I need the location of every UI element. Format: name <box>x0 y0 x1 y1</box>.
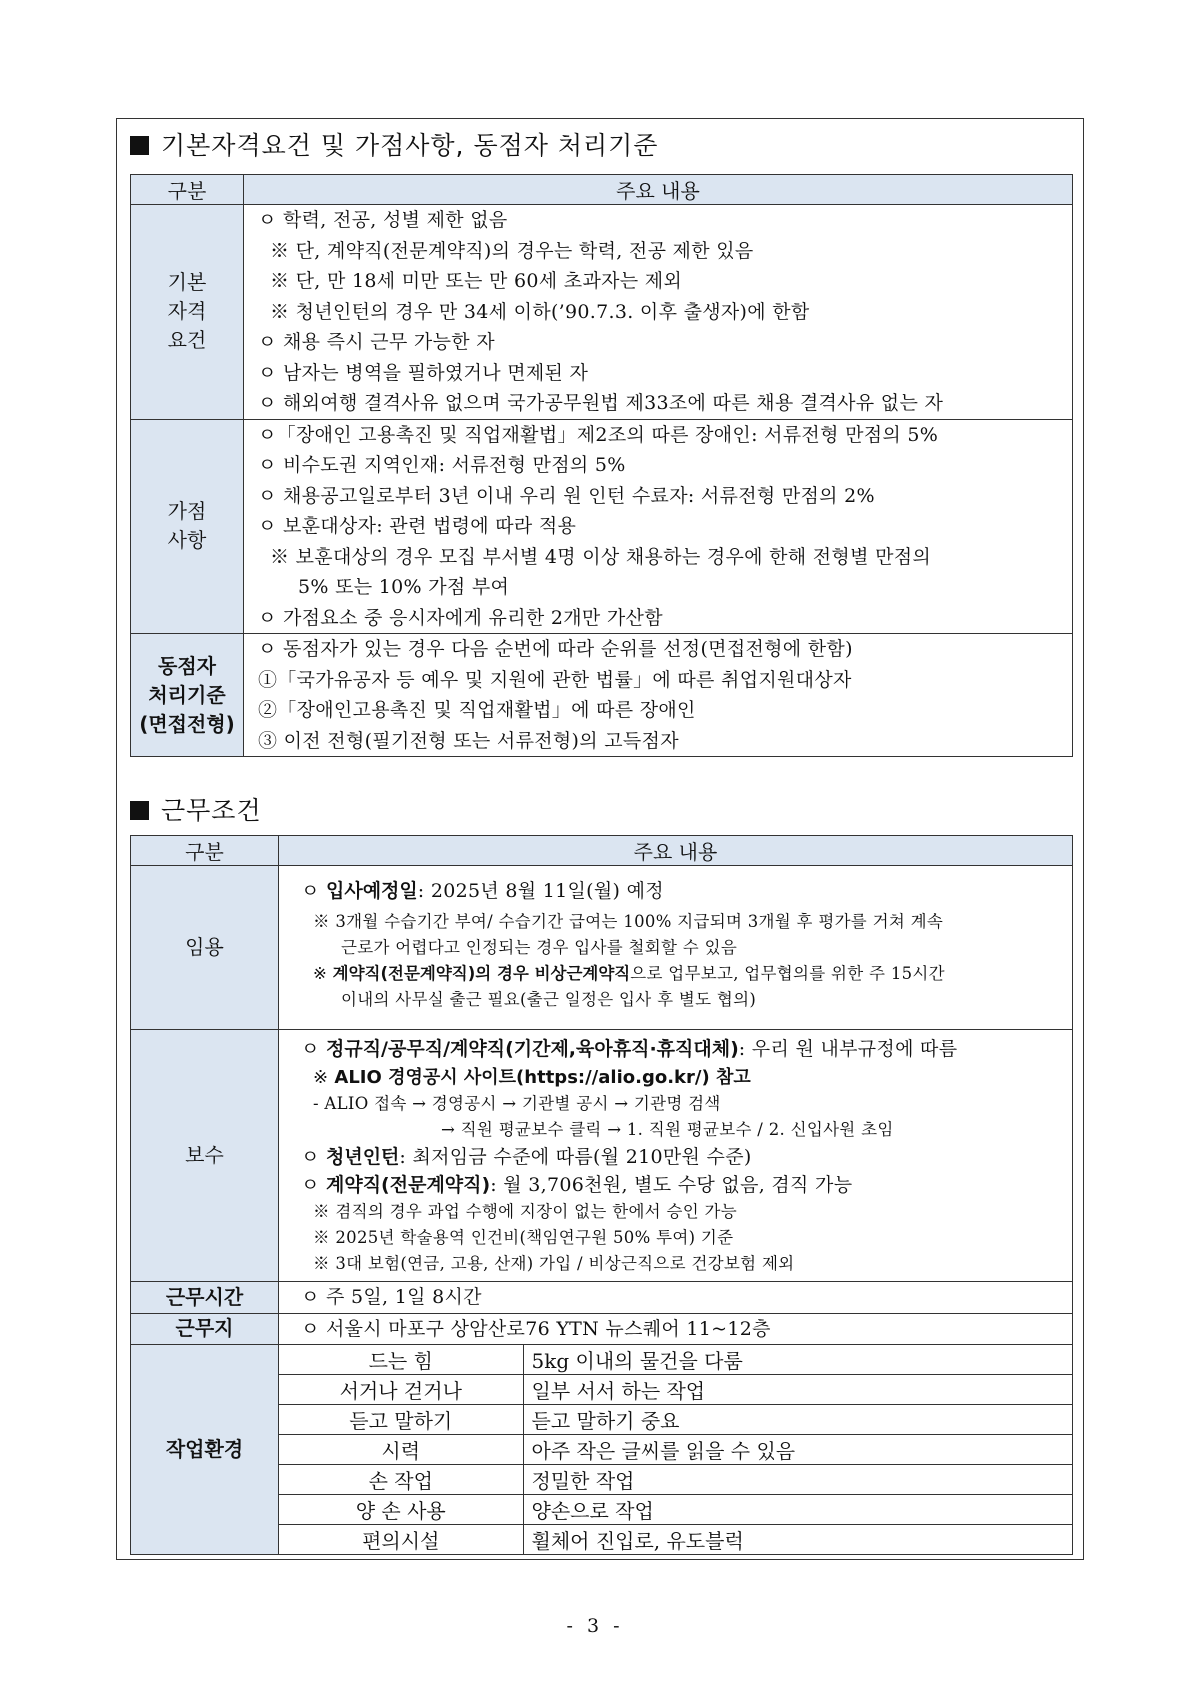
list-item: ㅇ 동점자가 있는 경우 다음 순번에 따라 순위를 선정(면접전형에 한함) <box>258 638 853 660</box>
table-row <box>131 205 1073 420</box>
qualifications-table <box>130 174 1073 757</box>
list-item: ㅇ 가점요소 중 응시자에게 유리한 2개만 가산함 <box>258 606 663 629</box>
row-category: 근무시간 <box>131 1282 279 1314</box>
list-item: ㅇ「장애인 고용촉진 및 직업재활법」제2조의 따른 장애인: 서류전형 만점의 5% <box>258 423 939 446</box>
table-row: 시력 아주 작은 글씨를 읽을 수 있음 <box>279 1435 1073 1465</box>
page-number: - 3 - <box>566 1615 624 1637</box>
row-content <box>279 1313 1073 1345</box>
row-content <box>244 634 1073 757</box>
list-item: ㅇ 비수도권 지역인재: 서류전형 만점의 5% <box>258 454 626 476</box>
list-item: ※ 단, 계약직(전문계약직)의 경우는 학력, 전공 제한 있음 <box>270 239 754 262</box>
table-row: 손 작업 정밀한 작업 <box>279 1465 1073 1495</box>
square-bullet-icon <box>130 136 149 155</box>
table-row: 양 손 사용 양손으로 작업 <box>279 1495 1073 1525</box>
list-item: ㅇ 서울시 마포구 상암산로76 YTN 뉴스퀘어 11~12층 <box>301 1317 771 1340</box>
row-category: 임용 <box>131 866 279 1030</box>
table-header-row <box>131 175 1073 205</box>
section-title-qualifications <box>130 126 658 162</box>
list-item: ※ 3대 보험(연금, 고용, 산재) 가입 / 비상근직으로 건강보험 제외 <box>313 1253 795 1273</box>
list-item: ㅇ 보훈대상자: 관련 법령에 따라 적용 <box>258 515 577 537</box>
header-category: 구분 <box>131 836 279 866</box>
list-item: 근로가 어렵다고 인정되는 경우 입사를 철회할 수 있음 <box>341 937 738 957</box>
list-item: ※ 단, 만 18세 미만 또는 만 60세 초과자는 제외 <box>270 270 683 292</box>
table-row-environment <box>131 1345 1073 1555</box>
list-item: → 직원 평균보수 클릭 → 1. 직원 평균보수 / 2. 신입사원 초임 <box>441 1119 894 1139</box>
row-content <box>279 866 1073 1030</box>
list-item: ※ 계약직(전문계약직)의 경우 비상근계약직으로 업무보고, 업무협의를 위한 주 15시간 <box>313 963 945 983</box>
table-row: 서거나 걷거나 일부 서서 하는 작업 <box>279 1375 1073 1405</box>
list-item: ㅇ 입사예정일: 2025년 8월 11일(월) 예정 <box>301 880 664 902</box>
section-title-conditions <box>130 791 262 827</box>
row-content <box>244 205 1073 420</box>
row-category: 가점 사항 <box>131 419 244 634</box>
conditions-table <box>130 835 1073 1555</box>
row-content <box>279 1282 1073 1314</box>
row-category: 기본 자격 요건 <box>131 205 244 420</box>
table-row: 편의시설 휠체어 진입로, 유도블럭 <box>279 1525 1073 1555</box>
list-item: ※ 겸직의 경우 과업 수행에 지장이 없는 한에서 승인 가능 <box>313 1201 737 1221</box>
row-category: 보수 <box>131 1030 279 1282</box>
list-item: ㅇ 채용공고일로부터 3년 이내 우리 원 인턴 수료자: 서류전형 만점의 2% <box>258 484 875 507</box>
list-item: ①「국가유공자 등 예우 및 지원에 관한 법률」에 따른 취업지원대상자 <box>258 668 852 691</box>
list-item: ㅇ 채용 즉시 근무 가능한 자 <box>258 331 495 353</box>
header-content: 주요 내용 <box>244 175 1073 205</box>
list-item: ※ 3개월 수습기간 부여/ 수습기간 급여는 100% 지급되며 3개월 후 평가를 거쳐 계속 <box>313 911 944 931</box>
table-header-row <box>131 836 1073 866</box>
table-row-appointment <box>131 866 1073 1030</box>
list-item: ㅇ 해외여행 결격사유 없으며 국가공무원법 제33조에 따른 채용 결격사유 없는 자 <box>258 392 944 414</box>
list-item: ㅇ 주 5일, 1일 8시간 <box>301 1286 482 1308</box>
square-bullet-icon <box>130 801 149 820</box>
list-item: ㅇ 남자는 병역을 필하였거나 면제된 자 <box>258 361 589 384</box>
row-content <box>279 1345 1073 1555</box>
row-category: 근무지 <box>131 1313 279 1345</box>
table-row-hours <box>131 1282 1073 1314</box>
list-item: ※ ALIO 경영공시 사이트(https://alio.go.kr/) 참고 <box>313 1066 751 1088</box>
list-item: 5% 또는 10% 가점 부여 <box>298 576 510 598</box>
row-content <box>279 1030 1073 1282</box>
list-item: ※ 보훈대상의 경우 모집 부서별 4명 이상 채용하는 경우에 한해 전형별 만점의 <box>270 545 932 568</box>
table-row-location <box>131 1313 1073 1345</box>
list-item: ㅇ 청년인턴: 최저임금 수준에 따름(월 210만원 수준) <box>301 1145 752 1168</box>
row-category: 작업환경 <box>131 1345 279 1555</box>
list-item: ※ 청년인턴의 경우 만 34세 이하(’90.7.3. 이후 출생자)에 한함 <box>270 300 810 323</box>
row-content <box>244 419 1073 634</box>
list-item: - ALIO 접속 → 경영공시 → 기관별 공시 → 기관명 검색 <box>313 1093 721 1113</box>
section-title-text: 근무조건 <box>161 796 262 825</box>
list-item: ㅇ 계약직(전문계약직): 월 3,706천원, 별도 수당 없음, 겸직 가능 <box>301 1173 853 1196</box>
table-row <box>131 419 1073 634</box>
header-category: 구분 <box>131 175 244 205</box>
table-row-pay <box>131 1030 1073 1282</box>
table-row: 드는 힘 5kg 이내의 물건을 다룸 <box>279 1345 1073 1375</box>
list-item: ㅇ 학력, 전공, 성별 제한 없음 <box>258 209 508 231</box>
table-row: 듣고 말하기 듣고 말하기 중요 <box>279 1405 1073 1435</box>
list-item: ②「장애인고용촉진 및 직업재활법」에 따른 장애인 <box>258 699 696 721</box>
list-item: ③ 이전 전형(필기전형 또는 서류전형)의 고득점자 <box>258 729 679 752</box>
list-item: 이내의 사무실 출근 필요(출근 일정은 입사 후 별도 협의) <box>341 989 757 1009</box>
row-category: 동점자 처리기준 (면접전형) <box>131 634 244 757</box>
list-item: ㅇ 정규직/공무직/계약직(기간제,육아휴직·휴직대체): 우리 원 내부규정에 따름 <box>301 1038 958 1060</box>
section-title-text: 기본자격요건 및 가점사항, 동점자 처리기준 <box>161 131 659 160</box>
table-row <box>131 634 1073 757</box>
environment-table <box>279 1345 1073 1554</box>
list-item: ※ 2025년 학술용역 인건비(책임연구원 50% 투여) 기준 <box>313 1227 734 1247</box>
header-content: 주요 내용 <box>279 836 1073 866</box>
